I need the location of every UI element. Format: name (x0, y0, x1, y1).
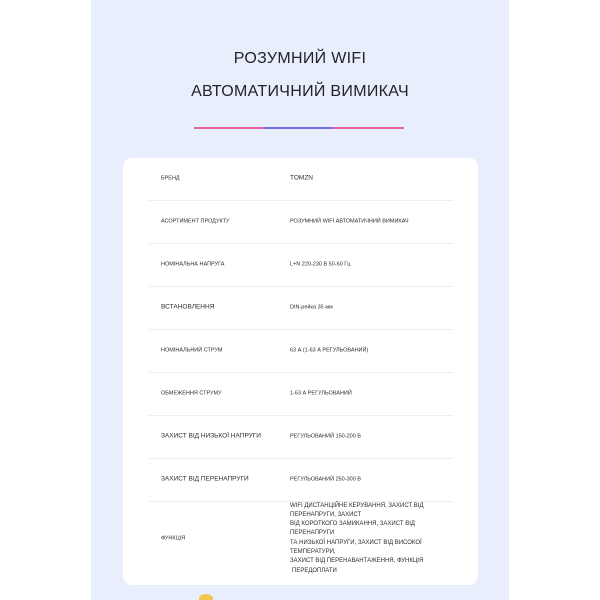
spec-value: 1-63 А РЕГУЛЬОВАНИЙ (290, 390, 352, 397)
function-line: ПЕРЕДОПЛАТИ (292, 567, 337, 574)
spec-row-voltage (149, 244, 453, 287)
function-line: WIFI ДИСТАНЦІЙНЕ КЕРУВАННЯ, ЗАХИСТ ВІД ПЕРЕНАПРУГИ, ЗАХИСТ (290, 502, 424, 518)
spec-value: 63 А (1-63 А РЕГУЛЬОВАНИЙ) (290, 347, 369, 354)
function-line: ТА НИЗЬКОЇ НАПРУГИ, ЗАХИСТ ВІД ВИСОКОЇ ТЕМПЕРАТУРИ, (290, 539, 422, 555)
spec-label: АСОРТИМЕНТ ПРОДУКТУ (161, 218, 230, 225)
spec-row-function (149, 502, 453, 575)
spec-row-limit (149, 373, 453, 416)
divider-segment-left (194, 127, 264, 129)
spec-row-brand (149, 158, 453, 201)
spec-row-current (149, 330, 453, 373)
spec-value: РОЗУМНИЙ WIFI АВТОМАТИЧНИЙ ВИМИКАЧ (290, 218, 409, 225)
spec-value: TOMZN (290, 174, 313, 182)
spec-row-range (149, 201, 453, 244)
spec-value: DIN-рейка 35 мм (290, 304, 333, 311)
page-title-line1: РОЗУМНИЙ WIFI (233, 50, 367, 67)
function-line: ВІД КОРОТКОГО ЗАМИКАННЯ, ЗАХИСТ ВІД ПЕРЕНАПРУГИ (290, 520, 415, 537)
spec-row-overvoltage (149, 459, 453, 502)
spec-label: БРЕНД (161, 175, 180, 182)
spec-value (290, 501, 455, 575)
function-line: ЗАХИСТ ВІД ПЕРЕНАВАНТАЖЕННЯ, ФУНКЦІЯ (290, 558, 424, 565)
spec-label: ОБМЕЖЕННЯ СТРУМУ (161, 390, 222, 397)
spec-label: ВСТАНОВЛЕННЯ (161, 303, 215, 311)
spec-value: L+N 220-230 В 50-60 Гц (290, 261, 351, 268)
spec-row-undervoltage (149, 416, 453, 459)
divider-segment-middle (264, 127, 334, 129)
divider-segment-right (334, 127, 404, 129)
spec-label: ЗАХИСТ ВІД ПЕРЕНАПРУГИ (161, 475, 249, 483)
spec-value: РЕГУЛЬОВАНИЙ 250-300 В (290, 476, 361, 483)
title-divider (194, 127, 404, 129)
decorative-shape (199, 594, 213, 600)
spec-value: РЕГУЛЬОВАНИЙ 150-200 В (290, 433, 361, 440)
spec-label: ФУНКЦІЯ (161, 534, 186, 541)
spec-label: НОМІНАЛЬНИЙ СТРУМ (161, 347, 223, 354)
spec-label: НОМІНАЛЬНА НАПРУГА (161, 261, 225, 268)
spec-label: ЗАХИСТ ВІД НИЗЬКОЇ НАПРУГИ (161, 432, 261, 440)
spec-row-install (149, 287, 453, 330)
page-title-line2: АВТОМАТИЧНИЙ ВИМИКАЧ (191, 83, 409, 100)
spec-card (123, 158, 478, 585)
product-spec-page (91, 0, 509, 600)
